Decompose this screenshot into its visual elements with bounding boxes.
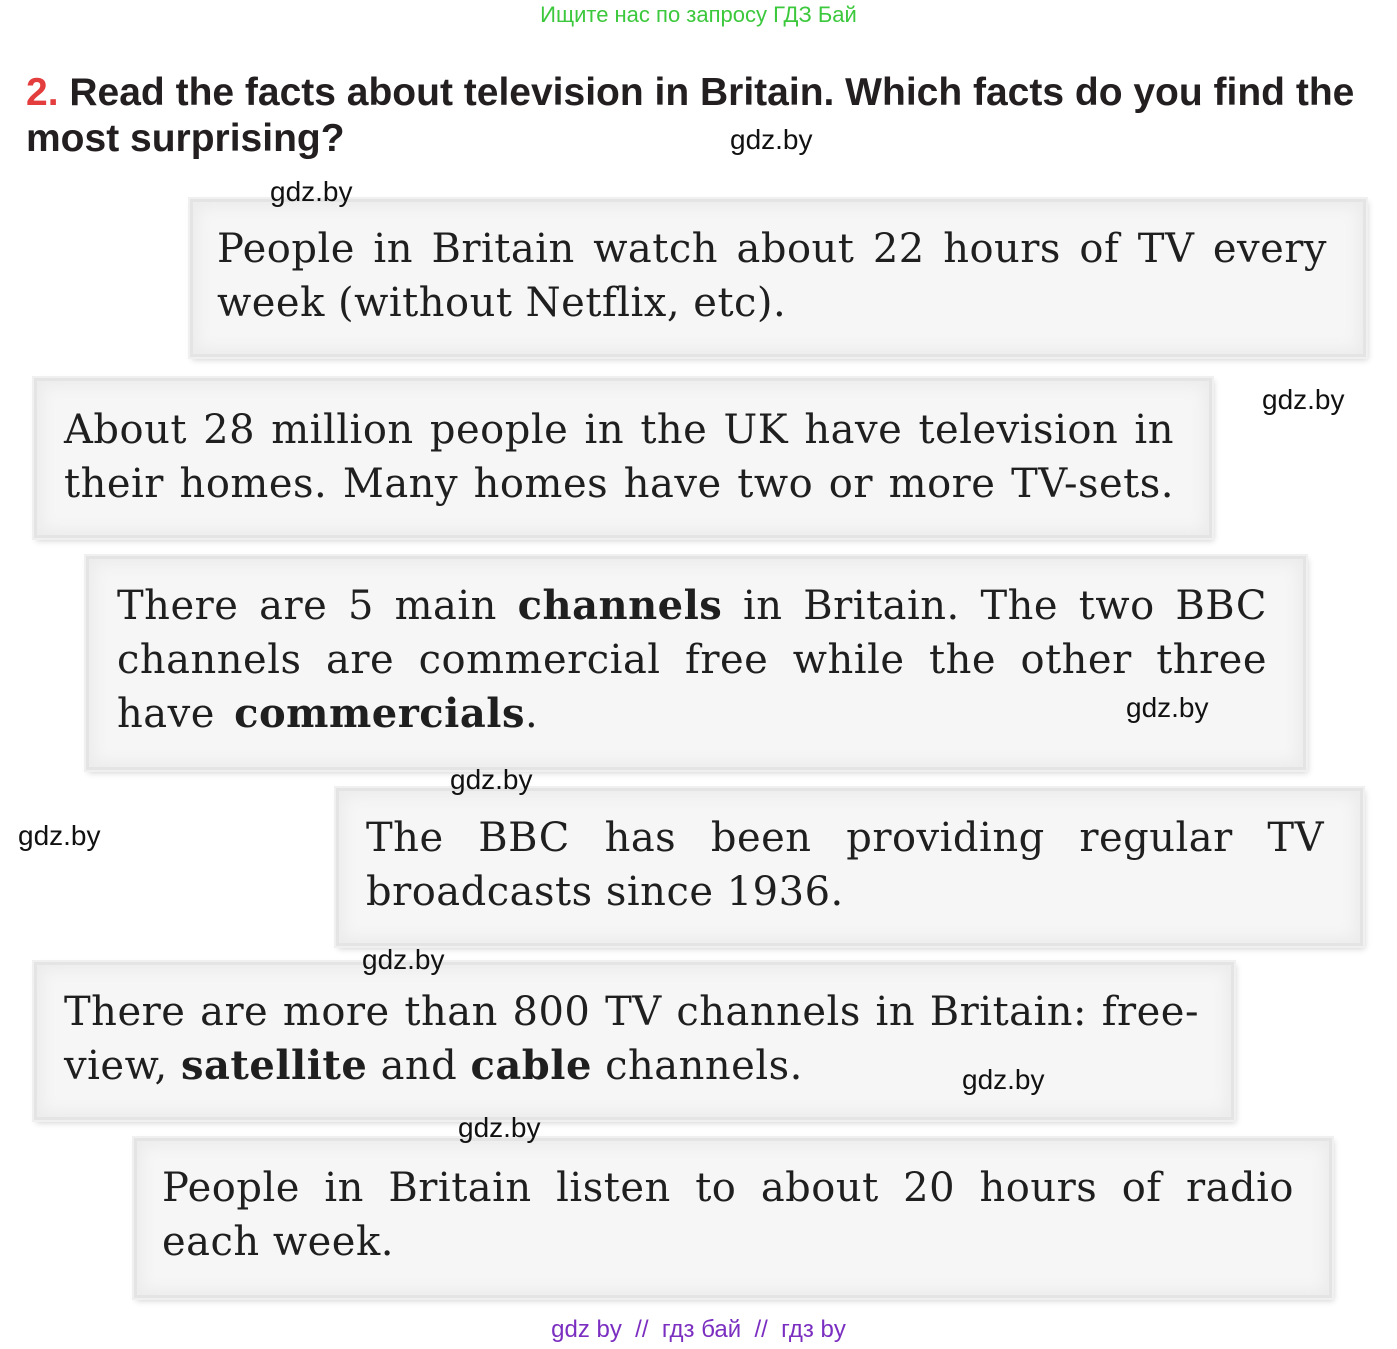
watermark: gdz.by — [1262, 384, 1345, 415]
watermark: gdz.by — [1126, 692, 1209, 723]
fact-6-line-1: People in Britain listen to about 20 hours of radio — [162, 1165, 1294, 1211]
term-cable: cable — [470, 1042, 592, 1089]
footer-links: gdz by // гдз бай // гдз by — [551, 1316, 846, 1343]
fact-4-line-2: broadcasts since 1936. — [366, 869, 844, 915]
fact-2-line-2: their homes. Many homes have two or more TV-sets. — [64, 461, 1174, 507]
fact-card-2 — [34, 378, 1212, 538]
fact-card-4 — [336, 788, 1363, 946]
fact-card-3 — [86, 556, 1306, 770]
fact-5-text: There are more than 800 TV channels in Britain: free-view, satellite and cable channels. — [64, 989, 1199, 1089]
task-number: 2. — [26, 71, 59, 114]
watermark: gdz.by — [962, 1064, 1045, 1095]
fact-3-text: There are 5 main channels in Britain. The two BBC channels are commercial free while the other three have commercials. — [117, 582, 1267, 737]
watermark: gdz.by — [18, 820, 101, 851]
watermark: gdz.by — [450, 764, 533, 795]
fact-card-6 — [134, 1138, 1332, 1298]
fact-6-line-2: each week. — [162, 1219, 394, 1265]
task-heading — [26, 70, 1376, 162]
watermark: gdz.by — [458, 1112, 541, 1143]
term-channels: channels — [517, 582, 723, 629]
fact-4-line-1: The BBC has been providing regular TV — [366, 815, 1324, 861]
fact-1-line-2: week (without Netflix, etc). — [217, 280, 787, 326]
task-text: Read the facts about television in Britain. Which facts do you find the most surprising? — [26, 71, 1355, 160]
watermark: gdz.by — [270, 176, 353, 207]
fact-card-5 — [34, 962, 1234, 1120]
fact-2-line-1: About 28 million people in the UK have television in — [64, 407, 1174, 453]
fact-card-1 — [190, 199, 1366, 357]
watermark: gdz.by — [730, 124, 813, 155]
watermark: gdz.by — [362, 944, 445, 975]
term-commercials: commercials — [234, 690, 525, 737]
term-satellite: satellite — [180, 1042, 368, 1089]
site-banner: Ищите нас по запросу ГДЗ Бай — [540, 2, 857, 27]
fact-1-line-1: People in Britain watch about 22 hours of TV every — [217, 226, 1327, 272]
